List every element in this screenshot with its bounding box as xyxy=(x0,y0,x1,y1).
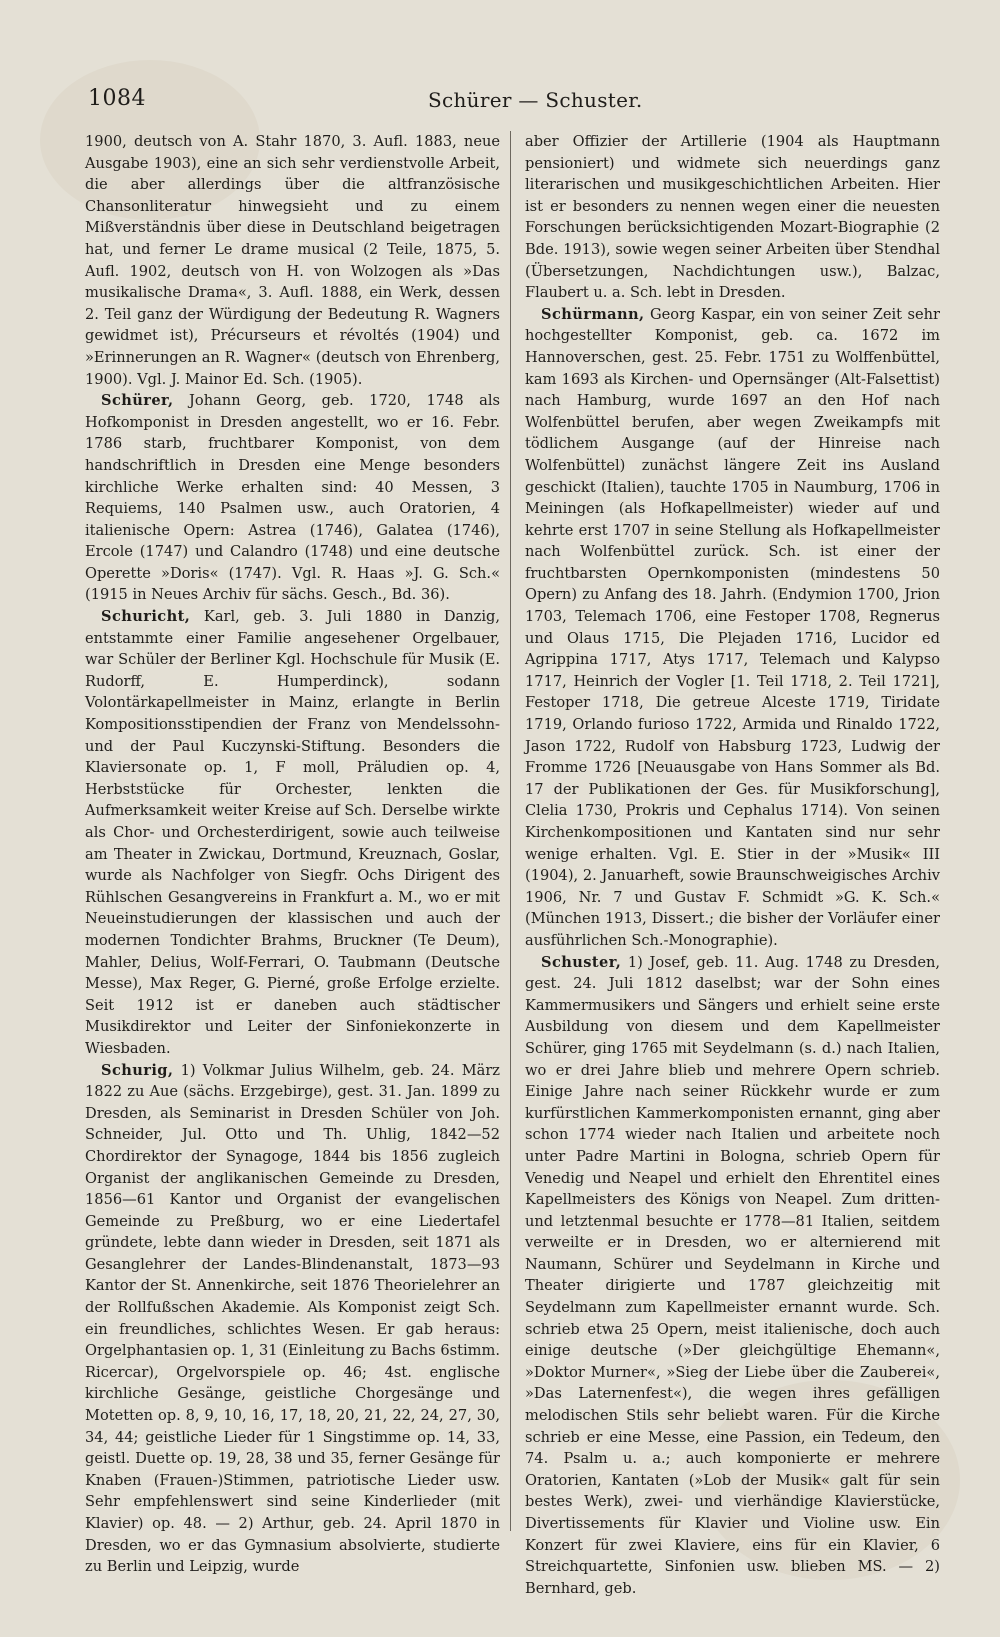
text-columns xyxy=(85,131,945,1597)
headword: Schurig, xyxy=(101,1061,174,1079)
right-column xyxy=(525,131,940,1597)
entry-text: Georg Kaspar, ein von seiner Zeit sehr hochgestellter Komponist, geb. ca. 1672 im Hannoverschen, gest. 25. Febr. 1751 zu Wolffenbüttel, kam 1693 als Kirchen- und Opernsänger (Alt-Falsettist) nach Hamburg, wurde 1697 an den Hof nach Wolfenbüttel berufen, aber wegen Zweikampfs mit tödlichem Ausgange (auf der Hinreise nach Wolfenbüttel) zunächst längere Zeit ins Ausland geschickt (Italien), tauchte 1705 in Naumburg, 1706 in Meiningen (als Hofkapellmeister) wieder auf und kehrte erst 1707 in seine Stellung als Hofkapellmeister nach Wolfenbüttel zurück. Sch. ist einer der fruchtbarsten Opernkomponisten (mindestens 50 Opern) zu Anfang des 18. Jahrh. (Endymion 1700, Jrion 1703, Telemach 1706, eine Festoper 1708, Regnerus und Olaus 1715, Die Plejaden 1716, Lucidor ed Agrippina 1717, Atys 1717, Telemach und Kalypso 1717, Heinrich der Vogler [1. Teil 1718, 2. Teil 1721], Festoper 1718, Die getreue Alceste 1719, Tiridate 1719, Orlando furioso 1722, Armida und Rinaldo 1722, Jason 1722, Rudolf von Habsburg 1723, Ludwig der Fromme 1726 [Neuausgabe von Hans Sommer als Bd. 17 der Publikationen der Ges. für Musikforschung], Clelia 1730, Prokris und Cephalus 1714). Von seinen Kirchenkompositionen und Kantaten sind nur sehr wenige erhalten. Vgl. E. Stier in der »Musik« III (1904), 2. Januarheft, sowie Braunschweigisches Archiv 1906, Nr. 7 und Gustav F. Schmidt »G. K. Sch.« (München 1913, Dissert.; die bisher der Vorläufer einer ausführlichen Sch.-Monographie). xyxy=(525,305,940,949)
column-divider xyxy=(510,131,511,1531)
entry-text: Karl, geb. 3. Juli 1880 in Danzig, entstammte einer Familie angesehener Orgelbauer, war Schüler der Berliner Kgl. Hochschule für Musik (E. Rudorff, E. Humperdinck), sodann Volontärkapellmeister in Mainz, erlangte in Berlin Kompositionsstipendien der Franz von Mendelssohn- und der Paul Kuczynski-Stiftung. Besonders die Klaviersonate op. 1, F moll, Präludien op. 4, Herbststücke für Orchester, lenkten die Aufmerksamkeit weiter Kreise auf Sch. Derselbe wirkte als Chor- und Orchesterdirigent, sowie auch teilweise am Theater in Zwickau, Dortmund, Kreuznach, Goslar, wurde als Nachfolger von Siegfr. Ochs Dirigent des Rühlschen Gesangvereins in Frankfurt a. M., wo er mit Neueinstudierungen der klassischen und auch der modernen Tondichter Brahms, Bruckner (Te Deum), Mahler, Delius, Wolf-Ferrari, O. Taubmann (Deutsche Messe), Max Reger, G. Pierné, große Erfolge erzielte. Seit 1912 ist er daneben auch städtischer Musikdirektor und Leiter der Sinfoniekonzerte in Wiesbaden. xyxy=(85,608,500,1057)
left-column xyxy=(85,131,500,1581)
running-head xyxy=(88,86,905,126)
entry-text: Johann Georg, geb. 1720, 1748 als Hofkomponist in Dresden angestellt, wo er 16. Febr. 1786 starb, fruchtbarer Komponist, von dem handschriftlich in Dresden eine Menge besonders kirchliche Werke erhalten sind: 40 Messen, 3 Requiems, 140 Psalmen usw., auch Oratorien, 4 italienische Opern: Astrea (1746), Galatea (1746), Ercole (1747) und Calandro (1748) und eine deutsche Operette »Doris« (1747). Vgl. R. Haas »J. G. Sch.« (1915 in Neues Archiv für sächs. Gesch., Bd. 36). xyxy=(85,392,500,604)
entry-schurig xyxy=(85,1060,500,1578)
headword: Schuster, xyxy=(541,953,622,971)
headword: Schürmann, xyxy=(541,305,645,323)
entry-schuerer xyxy=(85,390,500,606)
continuation-paragraph: aber Offizier der Artillerie (1904 als Hauptmann pensioniert) und widmete sich neuerdings ganz literarischen und musikgeschichtlichen Arbeiten. Hier ist er besonders zu nennen wegen einer die neuesten Forschungen berücksichtigenden Mozart-Biographie (2 Bde. 1913), sowie wegen seiner Arbeiten über Stendhal (Übersetzungen, Nachdichtungen usw.), Balzac, Flaubert u. a. Sch. lebt in Dresden. xyxy=(525,133,940,302)
continuation-paragraph: 1900, deutsch von A. Stahr 1870, 3. Aufl. 1883, neue Ausgabe 1903), eine an sich sehr verdienstvolle Arbeit, die aber allerdings über die altfranzösische Chansonliteratur hinwegsieht und zu einem Mißverständnis über diese in Deutschland beigetragen hat, und ferner Le drame musical (2 Teile, 1875, 5. Aufl. 1902, deutsch von H. von Wolzogen als »Das musikalische Drama«, 3. Aufl. 1888, ein Werk, dessen 2. Teil ganz der Würdigung der Bedeutung R. Wagners gewidmet ist), Précurseurs et révoltés (1904) und »Erinnerungen an R. Wagner« (deutsch von Ehrenberg, 1900). Vgl. J. Mainor Ed. Sch. (1905). xyxy=(85,133,500,388)
headword: Schürer, xyxy=(101,392,174,410)
entry-schuster xyxy=(525,952,940,1600)
entry-schuermann xyxy=(525,304,940,952)
page-number: 1084 xyxy=(88,86,146,111)
entry-schuricht xyxy=(85,606,500,1059)
headword: Schuricht, xyxy=(101,608,191,626)
entry-text: 1) Volkmar Julius Wilhelm, geb. 24. März 1822 zu Aue (sächs. Erzgebirge), gest. 31. Jan. 1899 zu Dresden, als Seminarist in Dresden Schüler von Joh. Schneider, Jul. Otto und Th. Uhlig, 1842—52 Chordirektor der Synagoge, 1844 bis 1856 zugleich Organist der anglikanischen Gemeinde zu Dresden, 1856—61 Kantor und Organist der evangelischen Gemeinde zu Preßburg, wo er eine Liedertafel gründete, lebte dann wieder in Dresden, seit 1871 als Gesanglehrer der Landes-Blindenanstalt, 1873—93 Kantor der St. Annenkirche, seit 1876 Theorielehrer an der Rollfußschen Akademie. Als Komponist zeigt Sch. ein freundliches, schlichtes Wesen. Er gab heraus: Orgelphantasien op. 1, 31 (Einleitung zu Bachs 6stimm. Ricercar), Orgelvorspiele op. 46; 4st. englische kirchliche Gesänge, geistliche Chorgesänge und Motetten op. 8, 9, 10, 16, 17, 18, 20, 21, 22, 24, 27, 30, 34, 44; geistliche Lieder für 1 Singstimme op. 14, 33, geistl. Duette op. 19, 28, 38 und 35, ferner Gesänge für Knaben (Frauen-)Stimmen, patriotische Lieder usw. Sehr empfehlenswert sind seine Kinderlieder (mit Klavier) op. 48. — 2) Arthur, geb. 24. April 1870 in Dresden, wo er das Gymnasium absolvierte, studierte zu Berlin und Leipzig, wurde xyxy=(85,1061,500,1576)
entry-text: 1) Josef, geb. 11. Aug. 1748 zu Dresden, gest. 24. Juli 1812 daselbst; war der Sohn eines Kammermusikers und Sängers und erhielt seine erste Ausbildung von diesem und dem Kapellmeister Schürer, ging 1765 mit Seydelmann (s. d.) nach Italien, wo er drei Jahre blieb und mehrere Opern schrieb. Einige Jahre nach seiner Rückkehr wurde er zum kurfürstlichen Kammerkomponisten ernannt, ging aber schon 1774 wieder nach Italien und arbeitete noch unter Padre Martini in Bologna, schrieb Opern für Venedig und Neapel und erhielt den Ehrentitel eines Kapellmeisters des Königs von Neapel. Zum dritten- und letztenmal besuchte er 1778—81 Italien, seitdem verweilte er in Dresden, wo er alternierend mit Naumann, Schürer und Seydelmann in Kirche und Theater dirigierte und 1787 gleichzeitig mit Seydelmann zum Kapellmeister ernannt wurde. Sch. schrieb etwa 25 Opern, meist italienische, doch auch einige deutsche (»Der gleichgültige Ehemann«, »Doktor Murner«, »Sieg der Liebe über die Zauberei«, »Das Laternenfest«), die wegen ihres gefälligen melodischen Stils sehr beliebt waren. Für die Kirche schrieb er eine Messe, eine Passion, ein Tedeum, den 74. Psalm u. a.; auch komponierte er mehrere Oratorien, Kantaten (»Lob der Musik« galt für sein bestes Werk), zwei- und vierhändige Klavierstücke, Divertissements für Klavier und Violine usw. Ein Konzert für zwei Klaviere, eins für ein Klavier, 6 Streichquartette, Sinfonien usw. blieben MS. — 2) Bernhard, geb. xyxy=(525,953,940,1597)
header-title: Schürer — Schuster. xyxy=(428,88,643,112)
